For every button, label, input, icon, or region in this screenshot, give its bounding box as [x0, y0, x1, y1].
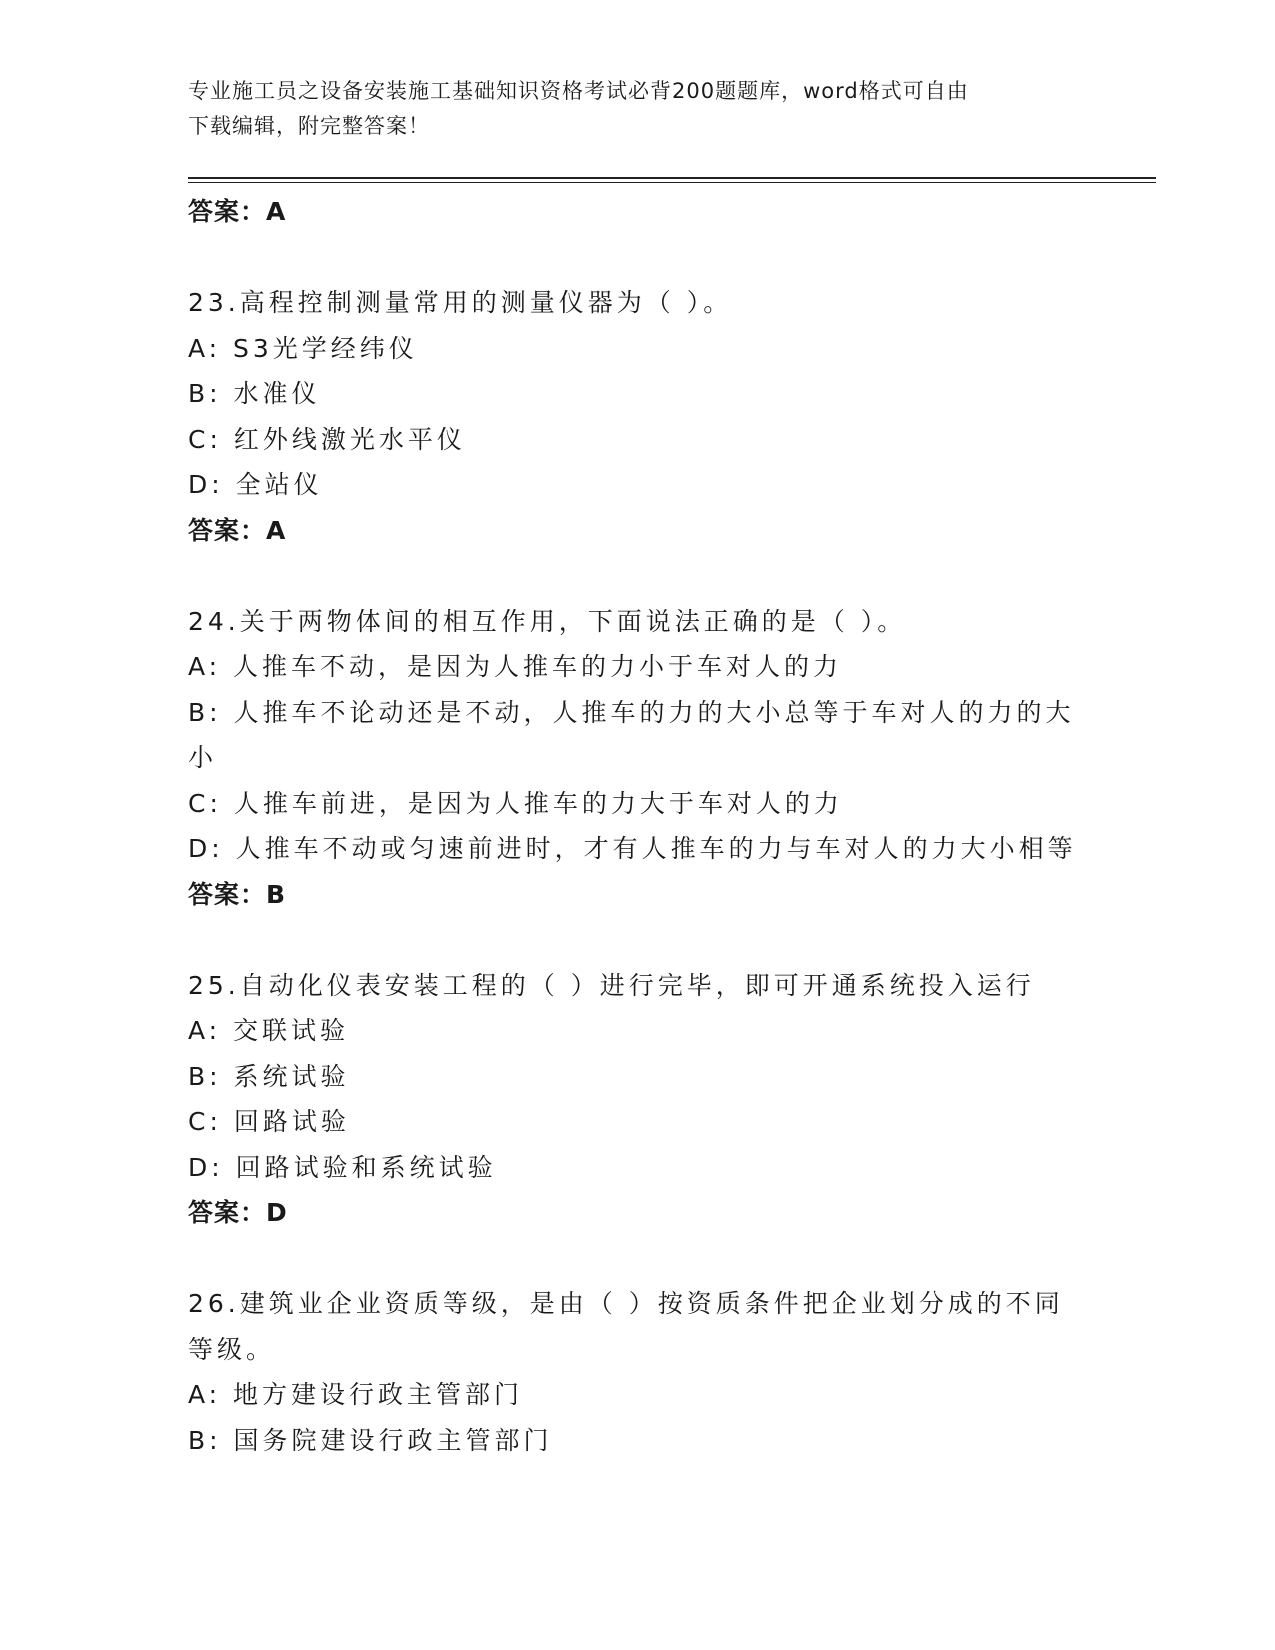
header-line-1: 专业施工员之设备安装施工基础知识资格考试必背200题题库，word格式可自由: [188, 79, 969, 103]
option-c: C: 回路试验: [188, 1107, 350, 1136]
question-stem: 23.高程控制测量常用的测量仪器为（ ）。: [188, 288, 733, 317]
header-divider-thin: [188, 182, 1156, 183]
spacer: [188, 553, 1088, 599]
question-23: [188, 280, 1088, 553]
question-24: [188, 599, 1088, 918]
option-a: A: 交联试验: [188, 1016, 350, 1045]
answer-line: 答案：A: [188, 197, 287, 226]
answer-line: 答案：D: [188, 1198, 288, 1227]
question-stem: 25.自动化仪表安装工程的（ ）进行完毕，即可开通系统投入运行: [188, 970, 1035, 1000]
question-stem: 26.建筑业企业资质等级，是由（ ）按资质条件把企业划分成的不同: [188, 1289, 1064, 1318]
option-c: C: 红外线激光水平仪: [188, 424, 466, 454]
option-b: B: 国务院建设行政主管部门: [188, 1425, 553, 1455]
option-d: D: 全站仪: [188, 470, 323, 499]
option-a: A: 地方建设行政主管部门: [188, 1380, 524, 1409]
document-body: [188, 189, 1088, 1463]
option-b: B: 人推车不论动还是不动，人推车的力的大小总等于车对人的力的大: [188, 697, 1075, 727]
option-b-continuation: 小: [188, 743, 218, 772]
option-d: D: 人推车不动或匀速前进时，才有人推车的力与车对人的力大小相等: [188, 834, 1077, 863]
question-26: [188, 1281, 1088, 1463]
header-divider-thick: [188, 177, 1156, 179]
answer-line: 答案：B: [188, 879, 287, 909]
question-stem-continuation: 等级。: [188, 1334, 276, 1364]
option-a: A: 人推车不动，是因为人推车的力小于车对人的力: [188, 652, 843, 681]
document-header: [188, 74, 1088, 144]
spacer: [188, 917, 1088, 963]
answer-line: 答案：A: [188, 515, 287, 545]
option-b: B: 系统试验: [188, 1061, 350, 1091]
option-c: C: 人推车前进，是因为人推车的力大于车对人的力: [188, 788, 843, 818]
option-b: B: 水准仪: [188, 379, 321, 408]
option-d: D: 回路试验和系统试验: [188, 1152, 497, 1182]
question-stem: 24.关于两物体间的相互作用，下面说法正确的是（ ）。: [188, 606, 907, 636]
question-25: [188, 963, 1088, 1236]
header-line-2: 下载编辑，附完整答案！: [188, 114, 430, 138]
spacer: [188, 235, 1088, 281]
spacer: [188, 1236, 1088, 1282]
option-a: A: S3光学经纬仪: [188, 333, 418, 363]
